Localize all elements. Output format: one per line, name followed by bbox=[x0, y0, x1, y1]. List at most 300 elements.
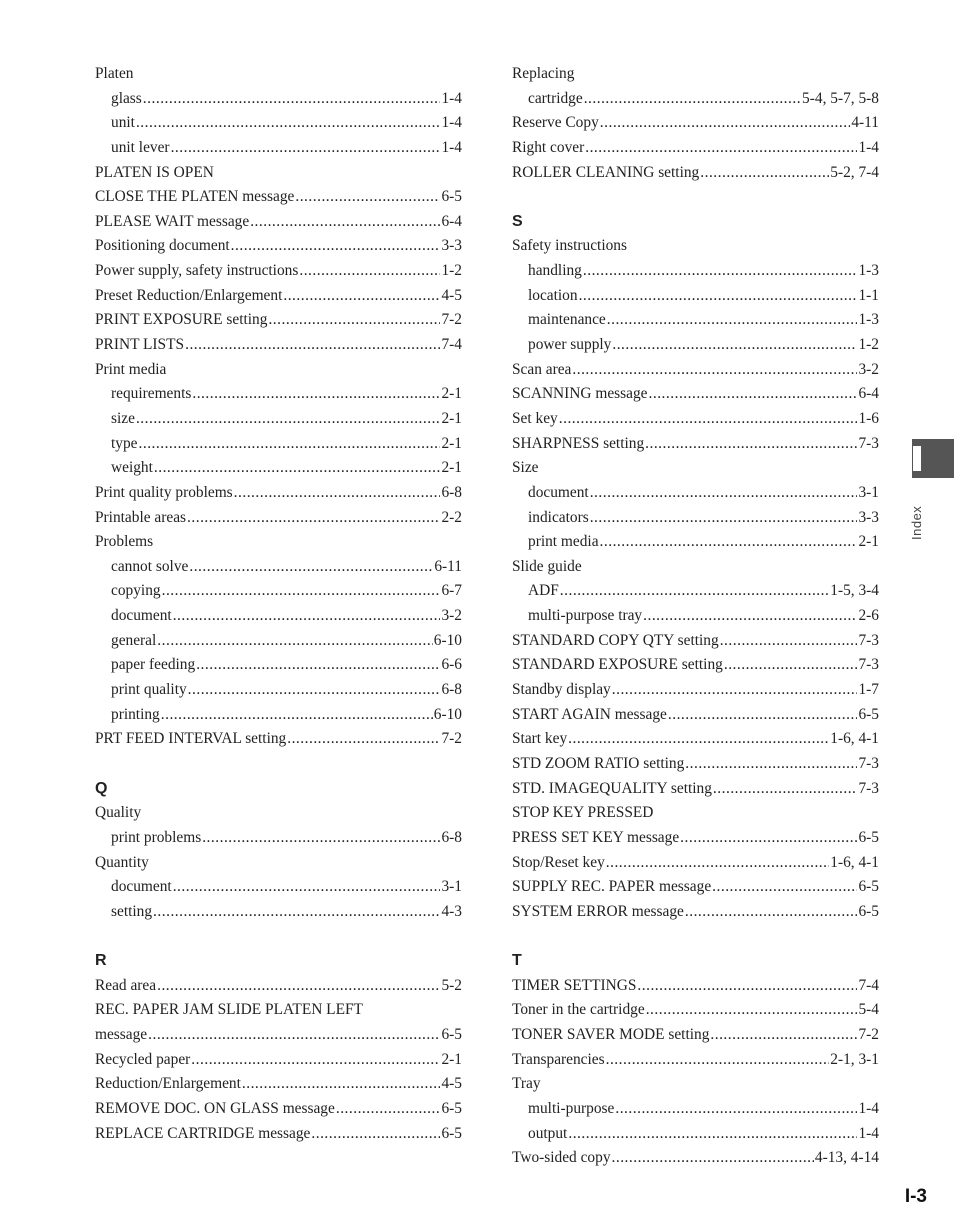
entry-page-ref: 6-5 bbox=[441, 1025, 462, 1043]
index-subentry bbox=[95, 629, 462, 654]
entry-page-ref: 4-5 bbox=[441, 1075, 462, 1093]
dot-leader bbox=[606, 851, 830, 876]
entry-label: Read area bbox=[95, 976, 157, 994]
entry-label: unit bbox=[111, 114, 135, 132]
entry-label: Start key bbox=[512, 730, 568, 748]
entry-label: ROLLER CLEANING setting bbox=[512, 163, 700, 181]
entry-label: Safety instructions bbox=[512, 237, 627, 255]
index-subentry bbox=[95, 432, 462, 457]
entry-label: print media bbox=[528, 533, 599, 551]
dot-leader bbox=[600, 530, 858, 555]
entry-label: requirements bbox=[111, 385, 192, 403]
entry-page-ref: 5-2, 7-4 bbox=[830, 163, 879, 181]
index-entry bbox=[95, 62, 462, 87]
index-entry bbox=[512, 407, 879, 432]
index-entry bbox=[95, 210, 462, 235]
entry-label: print problems bbox=[111, 828, 202, 846]
entry-page-ref: 6-8 bbox=[441, 483, 462, 501]
entry-label: power supply bbox=[528, 336, 612, 354]
index-entry bbox=[95, 308, 462, 333]
index-entry bbox=[95, 1023, 462, 1048]
entry-label: STD ZOOM RATIO setting bbox=[512, 754, 685, 772]
entry-page-ref: 6-10 bbox=[433, 705, 462, 723]
entry-label: Printable areas bbox=[95, 508, 187, 526]
index-entry bbox=[95, 284, 462, 309]
entry-label: output bbox=[528, 1124, 568, 1142]
dot-leader bbox=[173, 604, 441, 629]
index-entry bbox=[512, 1048, 879, 1073]
index-subentry bbox=[95, 604, 462, 629]
dot-leader bbox=[568, 1122, 857, 1147]
entry-page-ref: 6-4 bbox=[441, 212, 462, 230]
index-entry bbox=[95, 333, 462, 358]
dot-leader bbox=[646, 998, 858, 1023]
entry-label: Set key bbox=[512, 409, 558, 427]
index-subentry bbox=[95, 900, 462, 925]
entry-page-ref: 7-3 bbox=[858, 779, 879, 797]
index-entry bbox=[512, 234, 879, 259]
entry-page-ref: 6-5 bbox=[441, 1099, 462, 1117]
dot-leader bbox=[185, 333, 440, 358]
dot-leader bbox=[645, 432, 857, 457]
entry-page-ref: 7-3 bbox=[858, 631, 879, 649]
dot-leader bbox=[685, 752, 857, 777]
entry-page-ref: 3-2 bbox=[858, 360, 879, 378]
entry-label: copying bbox=[111, 582, 161, 600]
entry-page-ref: 1-2 bbox=[441, 262, 462, 280]
entry-label: STD. IMAGEQUALITY setting bbox=[512, 779, 712, 797]
index-subentry bbox=[95, 382, 462, 407]
index-entry bbox=[512, 752, 879, 777]
entry-label: setting bbox=[111, 902, 153, 920]
index-letter-heading: R bbox=[95, 952, 107, 970]
dot-leader bbox=[600, 111, 851, 136]
index-entry bbox=[95, 506, 462, 531]
entry-page-ref: 5-4 bbox=[858, 1001, 879, 1019]
entry-page-ref: 6-5 bbox=[858, 705, 879, 723]
entry-page-ref: 6-8 bbox=[441, 681, 462, 699]
index-entry bbox=[95, 358, 462, 383]
entry-page-ref: 1-7 bbox=[858, 681, 879, 699]
entry-page-ref: 1-4 bbox=[858, 1099, 879, 1117]
entry-label: PLEASE WAIT message bbox=[95, 212, 250, 230]
index-subentry bbox=[512, 259, 879, 284]
dot-leader bbox=[157, 629, 432, 654]
index-entry bbox=[95, 801, 462, 826]
entry-page-ref: 6-5 bbox=[858, 828, 879, 846]
entry-page-ref: 7-4 bbox=[441, 336, 462, 354]
dot-leader bbox=[336, 1097, 441, 1122]
entry-page-ref: 2-1 bbox=[441, 434, 462, 452]
index-subentry bbox=[95, 579, 462, 604]
page-number: I-3 bbox=[904, 1186, 927, 1207]
entry-label: PRT FEED INTERVAL setting bbox=[95, 730, 287, 748]
dot-leader bbox=[720, 629, 858, 654]
entry-label: SYSTEM ERROR message bbox=[512, 902, 684, 920]
dot-leader bbox=[607, 308, 858, 333]
dot-leader bbox=[154, 456, 441, 481]
index-subentry bbox=[512, 308, 879, 333]
dot-leader bbox=[637, 974, 857, 999]
entry-page-ref: 2-6 bbox=[858, 607, 879, 625]
entry-page-ref: 4-13, 4-14 bbox=[814, 1149, 879, 1167]
entry-page-ref: 7-4 bbox=[858, 976, 879, 994]
index-entry bbox=[512, 1072, 879, 1097]
index-subentry bbox=[512, 579, 879, 604]
dot-leader bbox=[242, 1072, 441, 1097]
dot-leader bbox=[250, 210, 440, 235]
dot-leader bbox=[148, 1023, 440, 1048]
entry-label: REPLACE CARTRIDGE message bbox=[95, 1124, 311, 1142]
entry-page-ref: 6-10 bbox=[433, 631, 462, 649]
dot-leader bbox=[713, 777, 858, 802]
index-subentry bbox=[95, 703, 462, 728]
index-entry bbox=[512, 974, 879, 999]
index-letter-heading: S bbox=[512, 212, 523, 230]
index-subentry bbox=[512, 481, 879, 506]
entry-page-ref: 4-5 bbox=[441, 286, 462, 304]
index-entry bbox=[512, 801, 879, 826]
entry-page-ref: 6-5 bbox=[858, 878, 879, 896]
entry-page-ref: 7-3 bbox=[858, 434, 879, 452]
index-subentry bbox=[95, 875, 462, 900]
index-entry bbox=[95, 481, 462, 506]
dot-leader bbox=[585, 136, 857, 161]
entry-page-ref: 3-1 bbox=[858, 483, 879, 501]
entry-label: paper feeding bbox=[111, 656, 196, 674]
dot-leader bbox=[649, 382, 858, 407]
entry-page-ref: 1-4 bbox=[858, 1124, 879, 1142]
dot-leader bbox=[196, 653, 440, 678]
index-entry bbox=[95, 530, 462, 555]
index-column-right bbox=[512, 62, 879, 1171]
entry-label: STANDARD EXPOSURE setting bbox=[512, 656, 723, 674]
entry-label: Size bbox=[512, 459, 539, 477]
dot-leader bbox=[173, 875, 441, 900]
dot-leader bbox=[606, 1048, 830, 1073]
dot-leader bbox=[572, 358, 857, 383]
entry-label: SHARPNESS setting bbox=[512, 434, 645, 452]
index-subentry bbox=[512, 1097, 879, 1122]
entry-label: Power supply, safety instructions bbox=[95, 262, 299, 280]
entry-page-ref: 7-2 bbox=[441, 730, 462, 748]
dot-leader bbox=[287, 727, 440, 752]
entry-label: Print quality problems bbox=[95, 483, 233, 501]
index-column-left bbox=[95, 62, 462, 1146]
dot-leader bbox=[136, 407, 441, 432]
index-entry bbox=[512, 703, 879, 728]
entry-page-ref: 1-1 bbox=[858, 286, 879, 304]
entry-label: TONER SAVER MODE setting bbox=[512, 1025, 710, 1043]
dot-leader bbox=[710, 1023, 857, 1048]
dot-leader bbox=[560, 579, 829, 604]
entry-label: handling bbox=[528, 262, 582, 280]
dot-leader bbox=[153, 900, 440, 925]
entry-label: Stop/Reset key bbox=[512, 853, 605, 871]
dot-leader bbox=[612, 678, 858, 703]
index-entry bbox=[95, 161, 462, 186]
entry-page-ref: 7-3 bbox=[858, 656, 879, 674]
index-entry bbox=[512, 998, 879, 1023]
entry-page-ref: 7-3 bbox=[858, 754, 879, 772]
index-entry bbox=[95, 1097, 462, 1122]
entry-label: Platen bbox=[95, 65, 134, 82]
index-subentry bbox=[512, 333, 879, 358]
entry-page-ref: 5-2 bbox=[441, 976, 462, 994]
entry-page-ref: 7-2 bbox=[858, 1025, 879, 1043]
entry-page-ref: 1-3 bbox=[858, 311, 879, 329]
entry-label: Reserve Copy bbox=[512, 114, 599, 132]
entry-page-ref: 1-4 bbox=[858, 138, 879, 156]
index-subentry bbox=[95, 456, 462, 481]
entry-label: ADF bbox=[528, 582, 559, 600]
entry-page-ref: 1-6, 4-1 bbox=[830, 730, 879, 748]
dot-leader bbox=[143, 87, 441, 112]
entry-label: size bbox=[111, 409, 135, 427]
entry-label: location bbox=[528, 286, 578, 304]
entry-page-ref: 2-1 bbox=[858, 533, 879, 551]
index-entry bbox=[512, 1023, 879, 1048]
entry-label: Quantity bbox=[95, 853, 149, 871]
index-entry bbox=[95, 974, 462, 999]
entry-page-ref: 6-5 bbox=[441, 1124, 462, 1142]
index-letter-heading: T bbox=[512, 952, 522, 970]
entry-label: Reduction/Enlargement bbox=[95, 1075, 241, 1093]
entry-label: document bbox=[528, 483, 589, 501]
index-entry bbox=[512, 432, 879, 457]
index-subentry bbox=[512, 604, 879, 629]
entry-page-ref: 6-5 bbox=[858, 902, 879, 920]
entry-label: Quality bbox=[95, 804, 142, 822]
dot-leader bbox=[283, 284, 440, 309]
entry-page-ref: 2-1 bbox=[441, 459, 462, 477]
entry-label: SCANNING message bbox=[512, 385, 648, 403]
entry-label: Toner in the cartridge bbox=[512, 1001, 645, 1019]
dot-leader bbox=[161, 703, 433, 728]
entry-label: Scan area bbox=[512, 360, 572, 378]
dot-leader bbox=[712, 875, 857, 900]
entry-label: type bbox=[111, 434, 138, 452]
dot-leader bbox=[231, 234, 441, 259]
dot-leader bbox=[583, 259, 858, 284]
dot-leader bbox=[268, 308, 440, 333]
entry-label: print quality bbox=[111, 681, 187, 699]
index-entry bbox=[512, 62, 879, 87]
entry-label: Problems bbox=[95, 533, 154, 551]
entry-page-ref: 3-1 bbox=[441, 878, 462, 896]
entry-label: general bbox=[111, 631, 157, 649]
index-subentry bbox=[95, 136, 462, 161]
entry-page-ref: 6-11 bbox=[434, 557, 462, 575]
dot-leader bbox=[559, 407, 858, 432]
entry-page-ref: 1-4 bbox=[441, 138, 462, 156]
index-entry bbox=[512, 777, 879, 802]
entry-page-ref: 1-3 bbox=[858, 262, 879, 280]
entry-label: cannot solve bbox=[111, 557, 189, 575]
dot-leader bbox=[724, 653, 858, 678]
index-entry bbox=[512, 678, 879, 703]
index-subentry bbox=[512, 530, 879, 555]
entry-label: document bbox=[111, 878, 172, 896]
entry-label: weight bbox=[111, 459, 153, 477]
dot-leader bbox=[311, 1122, 440, 1147]
dot-leader bbox=[187, 506, 440, 531]
index-entry bbox=[512, 456, 879, 481]
index-entry bbox=[512, 382, 879, 407]
entry-label: TIMER SETTINGS bbox=[512, 976, 637, 994]
index-subentry bbox=[512, 284, 879, 309]
index-entry bbox=[512, 851, 879, 876]
entry-page-ref: 2-1 bbox=[441, 1050, 462, 1068]
entry-label: Tray bbox=[512, 1075, 541, 1093]
index-subentry bbox=[95, 111, 462, 136]
dot-leader bbox=[157, 974, 440, 999]
index-entry bbox=[95, 851, 462, 876]
entry-label: Recycled paper bbox=[95, 1050, 191, 1068]
index-entry bbox=[512, 629, 879, 654]
entry-page-ref: 6-7 bbox=[441, 582, 462, 600]
entry-page-ref: 7-2 bbox=[441, 311, 462, 329]
index-subentry bbox=[512, 87, 879, 112]
entry-page-ref: 2-1 bbox=[441, 409, 462, 427]
dot-leader bbox=[579, 284, 858, 309]
index-subentry bbox=[95, 826, 462, 851]
index-entry bbox=[95, 259, 462, 284]
index-subentry bbox=[95, 653, 462, 678]
entry-label: REMOVE DOC. ON GLASS message bbox=[95, 1099, 335, 1117]
entry-label: Replacing bbox=[512, 65, 575, 82]
index-subentry bbox=[95, 555, 462, 580]
entry-label: glass bbox=[111, 89, 142, 107]
index-entry bbox=[512, 875, 879, 900]
entry-page-ref: 1-5, 3-4 bbox=[830, 582, 879, 600]
entry-page-ref: 2-1, 3-1 bbox=[830, 1050, 879, 1068]
index-entry bbox=[95, 1072, 462, 1097]
entry-label: REC. PAPER JAM SLIDE PLATEN LEFT bbox=[95, 1001, 363, 1019]
index-entry bbox=[95, 185, 462, 210]
entry-page-ref: 1-4 bbox=[441, 89, 462, 107]
dot-leader bbox=[700, 161, 829, 186]
index-subentry bbox=[512, 506, 879, 531]
entry-page-ref: 6-8 bbox=[441, 828, 462, 846]
entry-page-ref: 1-6, 4-1 bbox=[830, 853, 879, 871]
dot-leader bbox=[612, 1146, 814, 1171]
entry-page-ref: 2-2 bbox=[441, 508, 462, 526]
entry-page-ref: 4-11 bbox=[851, 114, 879, 132]
entry-label: cartridge bbox=[528, 89, 583, 107]
entry-label: Transparencies bbox=[512, 1050, 605, 1068]
entry-page-ref: 3-3 bbox=[441, 237, 462, 255]
entry-label: multi-purpose tray bbox=[528, 607, 643, 625]
dot-leader bbox=[192, 382, 440, 407]
dot-leader bbox=[188, 678, 441, 703]
dot-leader bbox=[584, 87, 801, 112]
section-tab-label: Index bbox=[909, 505, 924, 540]
entry-page-ref: 1-6 bbox=[858, 409, 879, 427]
dot-leader bbox=[136, 111, 441, 136]
dot-leader bbox=[612, 333, 857, 358]
index-subentry bbox=[95, 678, 462, 703]
dot-leader bbox=[568, 727, 829, 752]
dot-leader bbox=[191, 1048, 440, 1073]
index-letter-heading: Q bbox=[95, 779, 108, 797]
index-entry bbox=[512, 653, 879, 678]
entry-label: Print media bbox=[95, 360, 167, 378]
entry-page-ref: 2-1 bbox=[441, 385, 462, 403]
entry-label: CLOSE THE PLATEN message bbox=[95, 188, 295, 206]
dot-leader bbox=[189, 555, 433, 580]
index-entry bbox=[512, 1146, 879, 1171]
index-entry bbox=[512, 161, 879, 186]
entry-label: Right cover bbox=[512, 138, 585, 156]
entry-label: PLATEN IS OPEN bbox=[95, 163, 214, 181]
index-entry bbox=[512, 136, 879, 161]
entry-label: indicators bbox=[528, 508, 589, 526]
index-entry bbox=[512, 555, 879, 580]
entry-label: maintenance bbox=[528, 311, 606, 329]
dot-leader bbox=[299, 259, 440, 284]
dot-leader bbox=[171, 136, 441, 161]
entry-label: printing bbox=[111, 705, 160, 723]
entry-page-ref: 3-3 bbox=[858, 508, 879, 526]
index-entry bbox=[95, 727, 462, 752]
index-entry bbox=[95, 1122, 462, 1147]
entry-label: multi-purpose bbox=[528, 1099, 615, 1117]
entry-label: Preset Reduction/Enlargement bbox=[95, 286, 283, 304]
dot-leader bbox=[590, 481, 858, 506]
dot-leader bbox=[139, 432, 441, 457]
entry-label: unit lever bbox=[111, 138, 170, 156]
entry-label: Standby display bbox=[512, 681, 611, 699]
index-entry bbox=[95, 234, 462, 259]
entry-page-ref: 6-5 bbox=[441, 188, 462, 206]
dot-leader bbox=[615, 1097, 857, 1122]
dot-leader bbox=[234, 481, 441, 506]
dot-leader bbox=[668, 703, 858, 728]
section-tab-letter bbox=[913, 446, 921, 471]
index-entry bbox=[95, 1048, 462, 1073]
entry-label: SUPPLY REC. PAPER message bbox=[512, 878, 712, 896]
entry-label: STOP KEY PRESSED bbox=[512, 804, 654, 822]
entry-page-ref: 6-4 bbox=[858, 385, 879, 403]
index-subentry bbox=[95, 87, 462, 112]
dot-leader bbox=[162, 579, 441, 604]
entry-page-ref: 6-6 bbox=[441, 656, 462, 674]
dot-leader bbox=[685, 900, 858, 925]
index-entry bbox=[95, 998, 462, 1023]
entry-label: Slide guide bbox=[512, 557, 582, 575]
entry-label: Two-sided copy bbox=[512, 1149, 611, 1167]
dot-leader bbox=[680, 826, 857, 851]
index-entry bbox=[512, 826, 879, 851]
dot-leader bbox=[295, 185, 440, 210]
entry-page-ref: 1-2 bbox=[858, 336, 879, 354]
entry-page-ref: 4-3 bbox=[441, 902, 462, 920]
entry-label: message bbox=[95, 1025, 148, 1043]
entry-label: PRINT EXPOSURE setting bbox=[95, 311, 268, 329]
entry-label: PRESS SET KEY message bbox=[512, 828, 680, 846]
entry-page-ref: 5-4, 5-7, 5-8 bbox=[802, 89, 879, 107]
index-entry bbox=[512, 358, 879, 383]
index-entry bbox=[512, 111, 879, 136]
entry-label: Positioning document bbox=[95, 237, 230, 255]
dot-leader bbox=[590, 506, 858, 531]
index-entry bbox=[512, 727, 879, 752]
entry-label: PRINT LISTS bbox=[95, 336, 185, 354]
entry-label: STANDARD COPY QTY setting bbox=[512, 631, 719, 649]
index-subentry bbox=[512, 1122, 879, 1147]
index-entry bbox=[512, 900, 879, 925]
